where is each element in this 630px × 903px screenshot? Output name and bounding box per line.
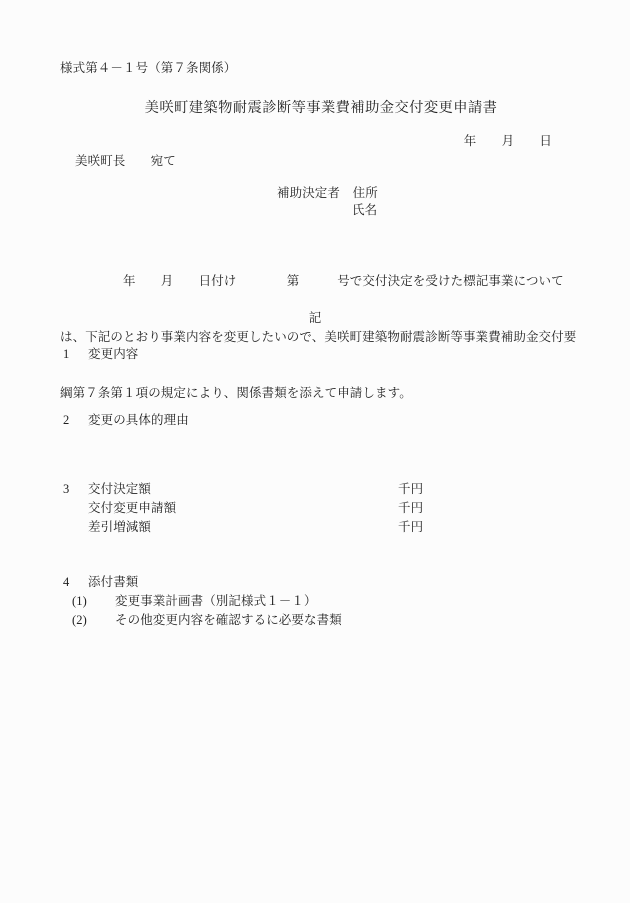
ki-heading: 記 — [308, 311, 322, 325]
amount-row-label: 差引増減額 — [88, 520, 152, 534]
applicant-role-address: 補助決定者 住所 — [277, 186, 378, 200]
amount-row-unit: 千円 — [398, 520, 424, 534]
body-line: は、下記のとおり事業内容を変更したいので、美咲町建築物耐震診断等事業費補助金交付要 — [60, 329, 577, 344]
item-4-number: 4 — [63, 575, 70, 589]
item-3-number: 3 — [63, 482, 70, 496]
amount-row-unit: 千円 — [398, 482, 424, 496]
amount-row-unit: 千円 — [398, 501, 424, 515]
sub-item-number: (2) — [72, 613, 87, 627]
amount-row-label: 交付変更申請額 — [88, 501, 177, 515]
item-2-number: 2 — [63, 413, 70, 427]
applicant-name-label: 氏名 — [352, 203, 378, 217]
date-line: 年 月 日 — [463, 134, 552, 148]
item-4-label: 添付書類 — [88, 575, 139, 589]
item-1-number: 1 — [63, 347, 70, 361]
addressee-line: 美咲町長 宛て — [75, 154, 176, 168]
body-paragraph — [60, 234, 576, 441]
sub-item-number: (1) — [72, 594, 87, 608]
sub-item-label: その他変更内容を確認するに必要な書類 — [115, 613, 342, 627]
item-1-label: 変更内容 — [88, 347, 139, 361]
form-number: 様式第４－１号（第７条関係） — [60, 61, 237, 75]
sub-item-label: 変更事業計画書（別記様式１－１） — [115, 594, 317, 608]
item-2-label: 変更の具体的理由 — [88, 413, 189, 427]
body-line: 年 月 日付け 第 号で交付決定を受けた標記事業について — [60, 273, 564, 288]
document-title: 美咲町建築物耐震診断等事業費補助金交付変更申請書 — [144, 100, 498, 116]
body-line: 綱第７条第１項の規定により、関係書類を添えて申請します。 — [60, 386, 412, 401]
amount-row-label: 交付決定額 — [88, 482, 152, 496]
